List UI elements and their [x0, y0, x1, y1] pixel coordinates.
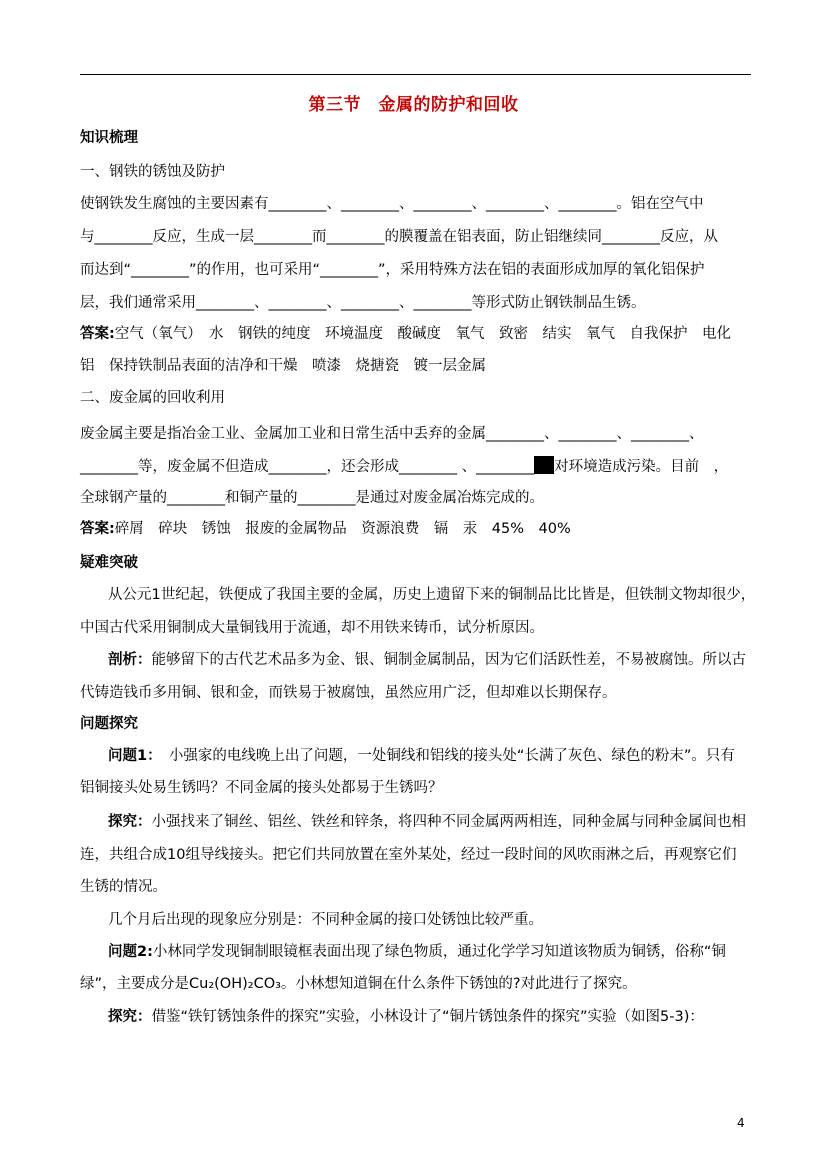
question-text: 小强家的电线晚上出了问题，一处铜线和铝线的接头处“长满了灰色、绿色的粉末”。只有	[154, 748, 735, 764]
explore-text: 小强找来了铜丝、铝丝、铁丝和锌条，将四种不同金属两两相连，同种金属与同种金属间也相	[151, 814, 746, 830]
line-text: 对环境造成污染。目前 ，	[554, 459, 729, 475]
analysis-text: 能够留下的古代艺术品多为金、银、铜制金属制品，因为它们活跃性差，不易被腐蚀。所以古	[151, 652, 746, 668]
paragraph-line: 从公元1世纪起，铁便成了我国主要的金属，历史上遗留下来的铜制品比比皆是，但铁制文物却很少，	[108, 587, 756, 603]
answer-line	[80, 519, 571, 539]
question-line	[108, 942, 726, 962]
explore-line	[108, 1007, 704, 1027]
explore-label: 探究：	[108, 814, 152, 830]
paragraph-line: 中国古代采用铜制成大量铜钱用于流通，却不用铁来铸币，试分析原因。	[80, 620, 544, 636]
paragraph-line: 而达到“________”的作用，也可采用“________”，采用特殊方法在铝的表面形成加厚的氧化铝保护	[80, 262, 705, 278]
header-rule	[80, 74, 751, 75]
paragraph-line: 使钢铁发生腐蚀的主要因素有________、________、________、________、________。铝在空气中	[80, 196, 704, 212]
paragraph-line: 代铸造钱币多用铜、银和金，而铁易于被腐蚀，虽然应用广泛，但却难以长期保存。	[80, 685, 617, 701]
paragraph-line: 铝铜接头处易生锈吗？不同金属的接头处都易于生锈吗？	[80, 780, 443, 796]
paragraph-line: 废金属主要是指冶金工业、金属加工业和日常生活中丢弃的金属________、________、________、	[80, 426, 704, 442]
page-number: 4	[737, 1116, 745, 1130]
redaction-block	[534, 456, 554, 474]
analysis-line	[108, 650, 746, 670]
question-label: 问题1：	[108, 748, 155, 764]
paragraph-line: 与________反应，生成一层________而________的膜覆盖在铝表面，防止铝继续同________反应，从	[80, 229, 718, 245]
paragraph-line: 层，我们通常采用________、________、________、________等形式防止钢铁制品生锈。	[80, 295, 646, 311]
answer-text: 碎屑 碎块 锈蚀 报废的金属物品 资源浪费 镉 汞 45% 40%	[114, 521, 571, 537]
paragraph-line: 几个月后出现的现象应分别是：不同种金属的接口处锈蚀比较严重。	[108, 912, 543, 928]
line-text: ________等，废金属不但造成________，还会形成________ 、________	[80, 459, 535, 475]
paragraph-line	[80, 456, 728, 477]
paragraph-line: 绿”，主要成分是Cu₂(OH)₂CO₃。小林想知道铜在什么条件下锈蚀的?对此进行了探究。	[80, 976, 637, 992]
paragraph-line: 连，共组合成10组导线接头。把它们共同放置在室外某处，经过一段时间的风吹雨淋之后，再观察它们	[80, 847, 737, 863]
question-label: 问题2:	[108, 944, 153, 960]
paragraph-line: 全球钢产量的________和铜产量的________是通过对废金属冶炼完成的。	[80, 490, 544, 506]
paragraph-line: 铝 保持铁制品表面的洁净和干燥 喷漆 烧搪瓷 镀一层金属	[80, 358, 486, 374]
section-heading: 问题探究	[80, 716, 138, 732]
section-heading: 疑难突破	[80, 555, 138, 571]
answer-label: 答案:	[80, 326, 115, 342]
answer-text: 空气（氧气） 水 钢铁的纯度 环境温度 酸碱度 氧气 致密 结实 氧气 自我保护 电化	[114, 326, 732, 342]
answer-label: 答案:	[80, 521, 115, 537]
explore-label: 探究：	[108, 1009, 152, 1025]
explore-text: 借鉴“铁钉锈蚀条件的探究”实验，小林设计了“铜片锈蚀条件的探究”实验（如图5-3)：	[151, 1009, 704, 1025]
analysis-label: 剖析：	[108, 652, 152, 668]
page-title: 第三节 金属的防护和回收	[308, 95, 519, 115]
section-heading: 知识梳理	[80, 130, 138, 146]
subsection-heading: 二、废金属的回收利用	[80, 390, 225, 406]
subsection-heading: 一、钢铁的锈蚀及防护	[80, 164, 225, 180]
answer-line	[80, 324, 731, 344]
question-text: 小林同学发现铜制眼镜框表面出现了绿色物质，通过化学学习知道该物质为铜锈，俗称“铜	[152, 944, 726, 960]
question-line	[108, 746, 735, 766]
paragraph-line: 生锈的情况。	[80, 879, 167, 895]
explore-line	[108, 812, 746, 832]
